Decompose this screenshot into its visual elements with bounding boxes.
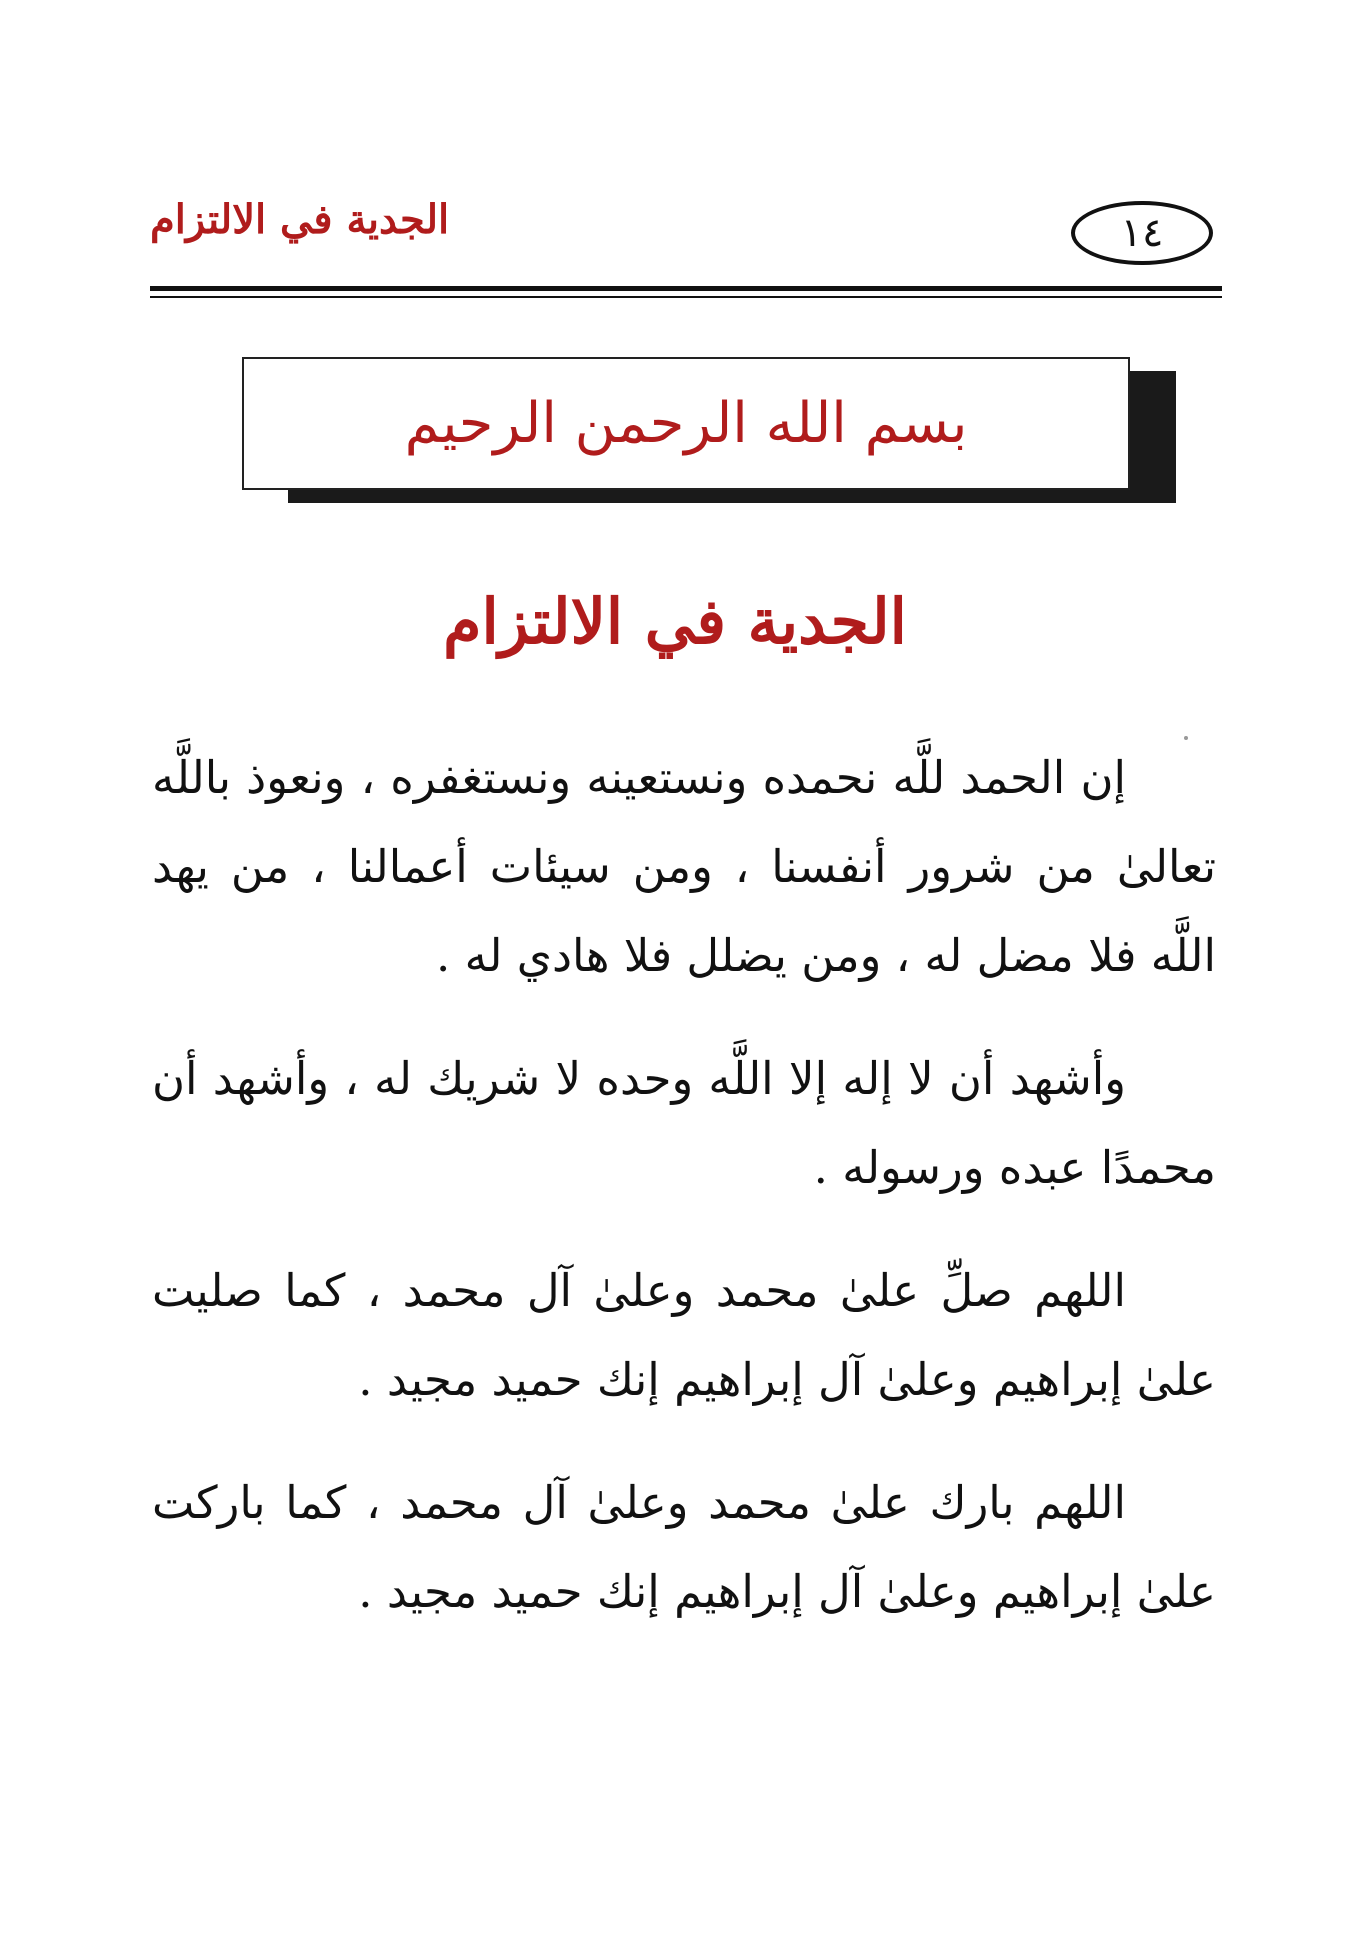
- page-number: [1071, 201, 1213, 265]
- body-text: [152, 733, 1216, 1670]
- paragraph-3: اللهم صلِّ علىٰ محمد وعلىٰ آل محمد ، كما صليت علىٰ إبراهيم وعلىٰ آل إبراهيم إنك حميد مجيد .: [152, 1264, 1216, 1406]
- paragraph-2: وأشهد أن لا إله إلا اللَّه وحده لا شريك له ، وأشهد أن محمدًا عبده ورسوله .: [152, 1052, 1216, 1194]
- header-rule-thick: [150, 286, 1222, 291]
- page-number-text: ١٤: [1120, 210, 1164, 256]
- basmala-text: بسم الله الرحمن الرحيم: [404, 391, 968, 456]
- basmala-frame: [242, 357, 1130, 490]
- paragraph-1: إن الحمد للَّه نحمده ونستعينه ونستغفره ، ونعوذ باللَّه تعالىٰ من شرور أنفسنا ، ومن سيئات أعمالنا ، من يهد اللَّه فلا مضل له ، ومن يضلل فلا هادي له .: [152, 751, 1217, 982]
- chapter-title: الجدية في الالتزام: [443, 585, 907, 658]
- header-rule-thin: [150, 296, 1222, 298]
- running-header-title: الجدية في الالتزام: [150, 196, 450, 243]
- paragraph-4: اللهم بارك علىٰ محمد وعلىٰ آل محمد ، كما باركت علىٰ إبراهيم وعلىٰ آل إبراهيم إنك حميد مجيد .: [152, 1476, 1216, 1618]
